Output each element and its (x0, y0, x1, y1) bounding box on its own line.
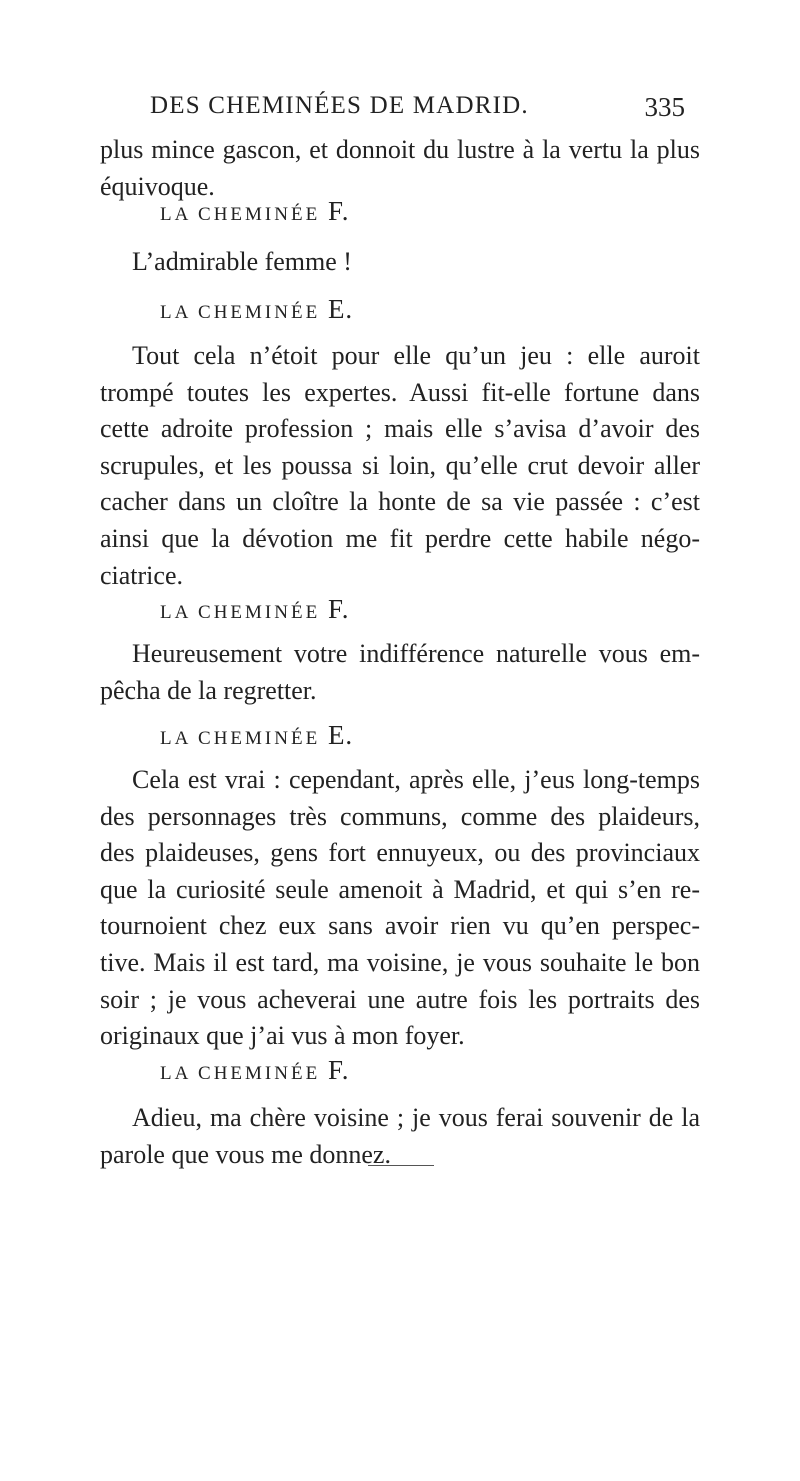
paragraph-admirable (100, 244, 700, 281)
speaker-label: LA CHEMINÉE (160, 204, 321, 225)
paragraph-continuation (100, 132, 700, 205)
speaker-letter: E. (327, 720, 354, 750)
speaker-label: LA CHEMINÉE (160, 1063, 321, 1084)
speaker-heading-f (160, 1055, 700, 1086)
speaker-heading-e (160, 294, 700, 325)
paragraph-text: Heureusement votre indifférence naturelle vous em- pêcha de la regretter. (100, 639, 700, 705)
running-header (150, 92, 685, 132)
paragraph-text: Cela est vrai : cependant, après elle, j’eus long-temps des personnages très communs, comme des plaideurs, des plaideuses, gens fort ennuyeux, ou des provinciaux que la curiosité seule amenoit à Madrid, et qui s’en re- tournoient chez eux sans avoir rien vu qu’en perspec- tive. Mais il est tard, ma voisine, je vous souhaite le bon soir ; je vous acheverai une autre fois les portraits des originaux que j’ai vus à mon foyer. (100, 765, 700, 1051)
running-title: DES CHEMINÉES DE MADRID. (150, 92, 529, 119)
speaker-label: LA CHEMINÉE (160, 302, 321, 323)
paragraph-text: Adieu, ma chère voisine ; je vous ferai souvenir de la parole que vous me donnez. (100, 1103, 700, 1169)
speaker-label: LA CHEMINÉE (160, 728, 321, 749)
paragraph-cela-est-vrai (100, 762, 700, 1055)
paragraph-text: plus mince gascon, et donnoit du lustre à la vertu la plus équivoque. (100, 135, 700, 201)
paragraph-text: L’admirable femme ! (132, 247, 352, 276)
page-number: 335 (644, 92, 685, 122)
paragraph-adieu (100, 1100, 700, 1173)
speaker-label: LA CHEMINÉE (160, 602, 321, 623)
speaker-heading-e (160, 720, 700, 751)
section-end-rule (368, 1165, 434, 1166)
paragraph-text: Tout cela n’étoit pour elle qu’un jeu : elle auroit trompé toutes les expertes. Aussi fit-elle fortune dans cette adroite profession ; mais elle s’avisa d’avoir des scrupules, et les poussa si loin, qu’elle crut devoir aller cacher dans un cloître la honte de sa vie passée : c’est ainsi que la dévotion me fit perdre cette habile négo- ciatrice. (100, 341, 700, 590)
speaker-letter: F. (327, 594, 350, 624)
speaker-letter: F. (327, 196, 350, 226)
speaker-heading-f (160, 594, 700, 625)
speaker-heading-f (160, 196, 700, 227)
speaker-letter: F. (327, 1055, 350, 1085)
speaker-letter: E. (327, 294, 354, 324)
paragraph-expertes (100, 338, 700, 594)
paragraph-indifference (100, 636, 700, 709)
